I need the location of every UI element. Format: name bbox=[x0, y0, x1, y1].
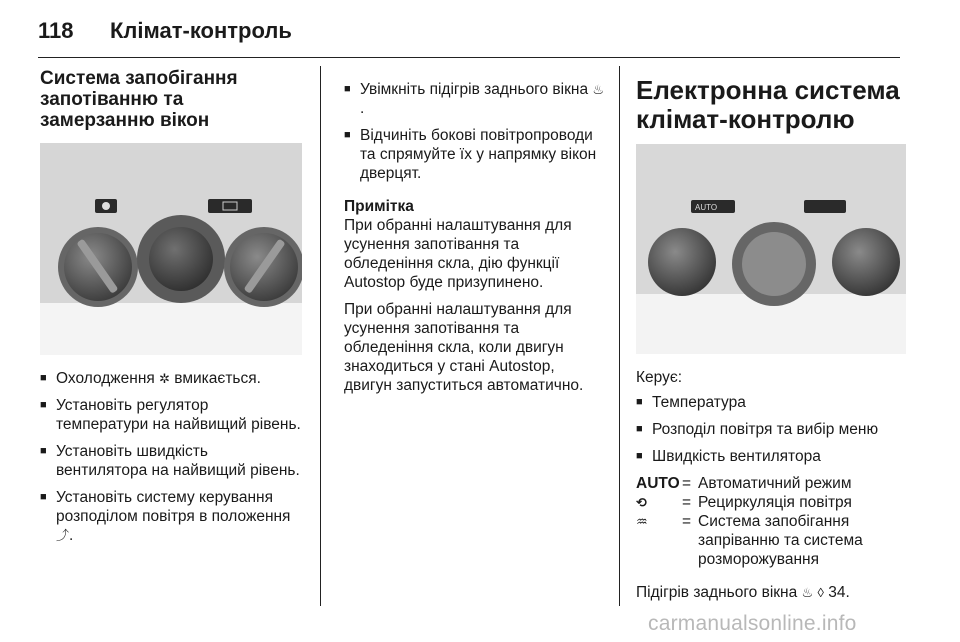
bullet-ecc-fan: ■ Швидкість вентилятора bbox=[636, 447, 906, 466]
controls-label: Керує: bbox=[636, 369, 683, 386]
rear-window-reference: Підігрів заднього вікна ♨ ◊ 34. bbox=[636, 584, 850, 601]
note-paragraph-2: При обранні налаштування для усунення запотівання та обледеніння скла, коли двигун знаходиться у стані Autostop, двигун запуститься автоматично. bbox=[344, 301, 584, 394]
defrost-icon: ♒ bbox=[636, 514, 648, 529]
column-1 bbox=[40, 68, 302, 553]
page-title: Клімат-контроль bbox=[110, 18, 292, 43]
recirculation-icon: ⟲ bbox=[636, 495, 647, 510]
electronic-climate-panel-illustration bbox=[636, 144, 906, 354]
column-divider-1 bbox=[320, 66, 321, 606]
note-paragraph-1: При обранні налаштування для усунення запотівання та обледеніння скла, дію функції Autostop буде призупинено. bbox=[344, 217, 572, 291]
section-heading-defog: Система запобігання запотіванню та замерзанню вікон bbox=[40, 68, 238, 131]
page-reference-arrow-icon: ◊ bbox=[817, 585, 824, 600]
bullet-fan-speed: ■ Установіть швидкість вентилятора на найвищий рівень. bbox=[40, 442, 302, 480]
temperature-knob bbox=[648, 228, 716, 296]
panel-auto-label: AUTO bbox=[695, 203, 718, 212]
definition-row: ⟲ = Рециркуляція повітря bbox=[636, 494, 852, 511]
header-rule bbox=[38, 57, 900, 58]
definitions-list bbox=[636, 474, 906, 569]
bullet-temperature: ■ Установіть регулятор температури на найвищий рівень. bbox=[40, 396, 302, 434]
column-3 bbox=[636, 68, 906, 610]
manual-climate-panel-illustration bbox=[40, 143, 302, 355]
bullet-side-vents: ■ Відчиніть бокові повітропроводи та спрямуйте їх у напрямку вікон дверцят. bbox=[344, 126, 606, 183]
column-divider-2 bbox=[619, 66, 620, 606]
watermark: carmanualsonline.info bbox=[648, 612, 857, 635]
windscreen-airflow-icon: ⤴ bbox=[56, 528, 70, 543]
bullet-rear-window-heating: ■ Увімкніть підігрів заднього вікна ♨. bbox=[344, 80, 606, 118]
bullet-air-distribution: ■ Установіть систему керування розподілом повітря в положення ⤴. bbox=[40, 488, 302, 545]
rear-window-heating-icon: ♨ bbox=[592, 82, 605, 97]
definition-row: AUTO = Автоматичний режим bbox=[636, 475, 852, 492]
definition-key-auto: AUTO bbox=[636, 475, 680, 492]
bullet-ecc-temperature: ■ Температура bbox=[636, 393, 906, 412]
section-heading-ecc: Електронна система клімат-контролю bbox=[636, 75, 900, 134]
note-heading: Примітка bbox=[344, 198, 414, 215]
page-header bbox=[38, 18, 292, 48]
rear-window-button bbox=[208, 199, 252, 213]
bullet-cooling: ■ Охолодження ✲ вмикається. bbox=[40, 369, 302, 388]
page-number: 118 bbox=[38, 18, 74, 43]
bullet-ecc-distribution: ■ Розподіл повітря та вибір меню bbox=[636, 420, 906, 439]
definition-row: ♒ = Система запобігання запріванню та система розморожування bbox=[636, 513, 863, 568]
rear-window-heating-icon: ♨ bbox=[801, 585, 814, 600]
fan-speed-knob bbox=[832, 228, 900, 296]
snowflake-icon: ✲ bbox=[159, 371, 170, 386]
column-2 bbox=[344, 68, 606, 403]
